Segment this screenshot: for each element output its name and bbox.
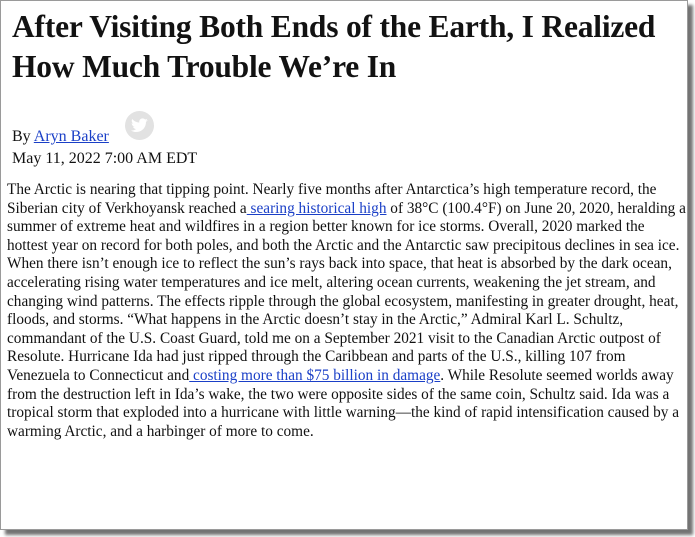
- twitter-icon: [131, 118, 148, 133]
- body-text-2: of 38°C (100.4°F) on June 20, 2020, heralding a summer of extreme heat and wildfires in a region better known for ice storms. Overall, 2020 marked the hottest year on record for both poles, and both the Arctic and the Antarctic saw precipitous declines in sea ice. When there isn’t enough ice to reflect the sun’s rays back into space, that heat is absorbed by the dark ocean, accelerating rising water temperatures and ice melt, altering ocean currents, weakening the jet stream, and changing wind patterns. The effects ripple through the global ecosystem, manifesting in greater drought, heat, floods, and storms. “What happens in the Arctic doesn’t stay in the Arctic,” Admiral Karl L. Schultz, commandant of the U.S. Coast Guard, told me on a September 2021 visit to the Canadian Arctic outpost of Resolute. Hurricane Ida had just ripped through the Caribbean and parts of the U.S., killing 107 from Venezuela to Connecticut and: [7, 199, 686, 384]
- byline-prefix: By: [12, 128, 34, 145]
- body-text-3: . While Resolute seemed worlds away from the destruction left in Ida’s wake, the two were opposite sides of the same coin, Schultz said. Ida was a tropical storm that exploded into a hurricane with little warning—the kind of rapid intensification caused by a warming Arctic, and a harbinger of more to come.: [7, 366, 680, 440]
- twitter-share-button[interactable]: [125, 111, 154, 140]
- byline: [12, 127, 109, 147]
- searing-historical-high-link[interactable]: searing historical high: [246, 199, 387, 217]
- publish-date: May 11, 2022 7:00 AM EDT: [12, 150, 198, 167]
- body-text-1: The Arctic is nearing that tipping point. Nearly five months after Antarctica’s high temperature record, the Siberian city of Verkhoyansk reached a: [7, 181, 657, 217]
- author-link[interactable]: Aryn Baker: [33, 128, 109, 145]
- article-body: [7, 181, 687, 441]
- damage-cost-link[interactable]: costing more than $75 billion in damage: [189, 366, 441, 384]
- headline: After Visiting Both Ends of the Earth, I Realized How Much Trouble We’re In: [12, 9, 656, 84]
